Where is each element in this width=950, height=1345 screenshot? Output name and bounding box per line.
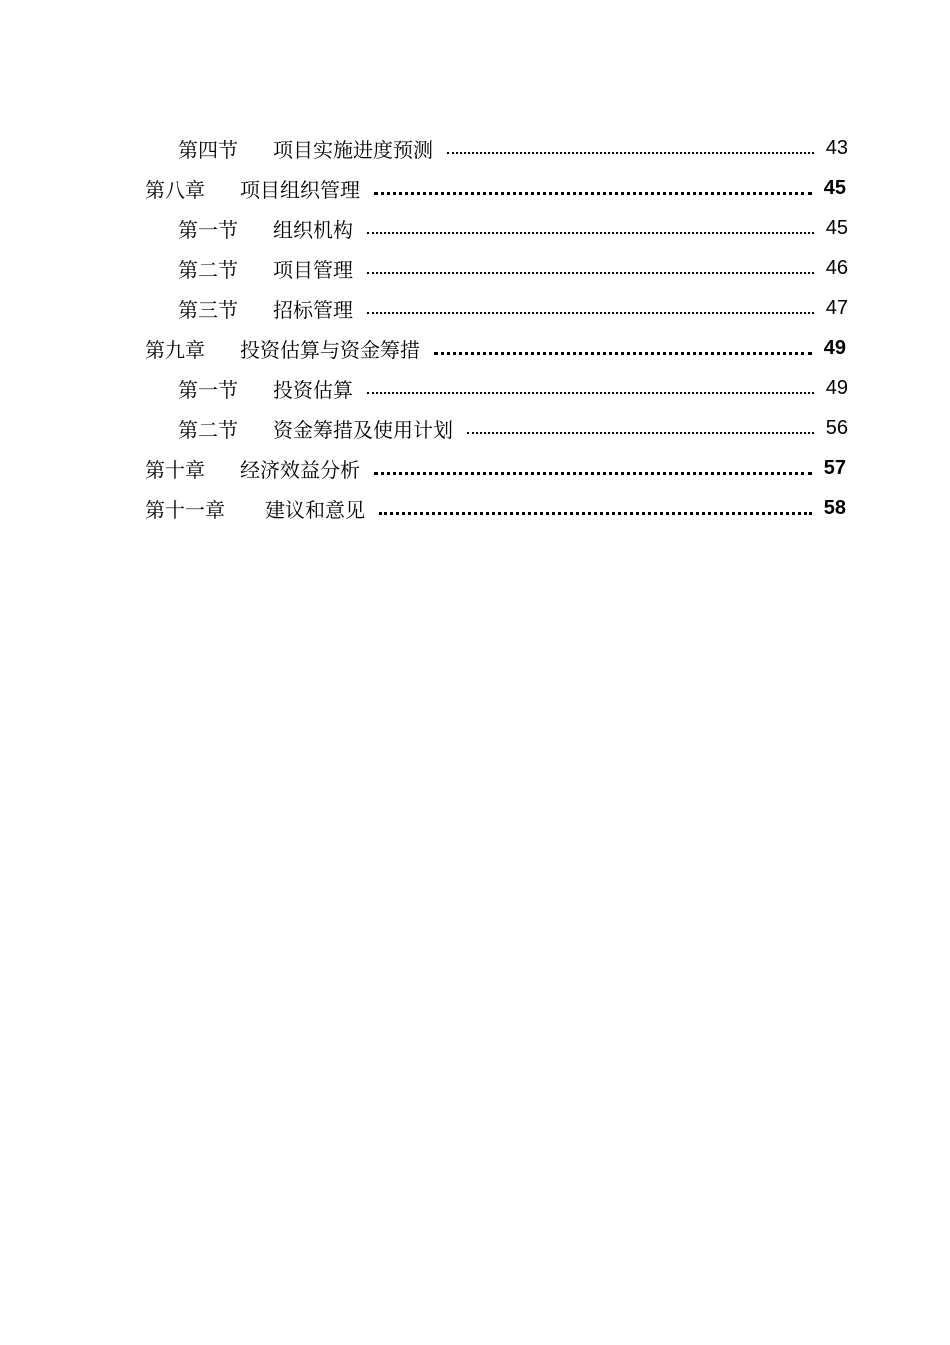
toc-entry-label [178,134,433,163]
toc-entry-number: 第十一章 [145,497,225,522]
toc-entry-page: 58 [823,496,846,519]
toc-entry-label [178,254,353,283]
toc-entry-page: 49 [825,376,848,399]
toc-entry-page: 45 [825,216,848,239]
toc-entry-number: 第二节 [178,417,238,442]
toc-entry-label [145,454,360,483]
toc-entry-number: 第一节 [178,377,238,402]
toc-entry-label [145,334,420,363]
toc-entry-page: 56 [825,416,848,439]
toc-entry-label [178,374,353,403]
toc-entry-title: 组织机构 [273,217,353,242]
toc-entry[interactable] [0,248,950,288]
toc-entry-title: 项目实施进度预测 [273,137,433,162]
toc-entry-page: 45 [823,176,846,199]
toc-entry-title: 投资估算与资金筹措 [240,337,420,362]
toc-entry-label [178,414,453,443]
dot-leader [379,512,812,515]
toc-entry-title: 建议和意见 [265,497,365,522]
dot-leader [367,392,814,394]
toc-entry[interactable] [0,128,950,168]
toc-entry-number: 第九章 [145,337,205,362]
toc-entry-title: 项目组织管理 [240,177,360,202]
toc-entry[interactable] [0,408,950,448]
dot-leader [367,312,814,314]
toc-entry-label [178,214,353,243]
dot-leader [374,192,812,195]
toc-entry-number: 第三节 [178,297,238,322]
toc-entry-page: 49 [823,336,846,359]
toc-entry-title: 资金筹措及使用计划 [273,417,453,442]
toc-entry-label [145,174,360,203]
toc-entry-page: 47 [825,296,848,319]
table-of-contents [0,128,950,528]
toc-entry[interactable] [0,368,950,408]
toc-entry-number: 第一节 [178,217,238,242]
toc-entry-label [178,294,353,323]
toc-entry[interactable] [0,168,950,208]
toc-entry-title: 投资估算 [273,377,353,402]
toc-entry-number: 第八章 [145,177,205,202]
toc-entry[interactable] [0,208,950,248]
dot-leader [367,232,814,234]
dot-leader [367,272,814,274]
toc-entry-title: 项目管理 [273,257,353,282]
toc-entry-number: 第二节 [178,257,238,282]
toc-entry-title: 招标管理 [273,297,353,322]
toc-entry-title: 经济效益分析 [240,457,360,482]
toc-entry-number: 第十章 [145,457,205,482]
toc-entry-number: 第四节 [178,137,238,162]
toc-entry[interactable] [0,488,950,528]
dot-leader [374,472,812,475]
toc-entry-page: 57 [823,456,846,479]
toc-entry-label [145,494,365,523]
dot-leader [434,352,812,355]
toc-entry-page: 46 [825,256,848,279]
toc-entry-page: 43 [825,136,848,159]
toc-entry[interactable] [0,288,950,328]
dot-leader [447,152,814,154]
toc-entry[interactable] [0,448,950,488]
dot-leader [467,432,814,434]
toc-entry[interactable] [0,328,950,368]
